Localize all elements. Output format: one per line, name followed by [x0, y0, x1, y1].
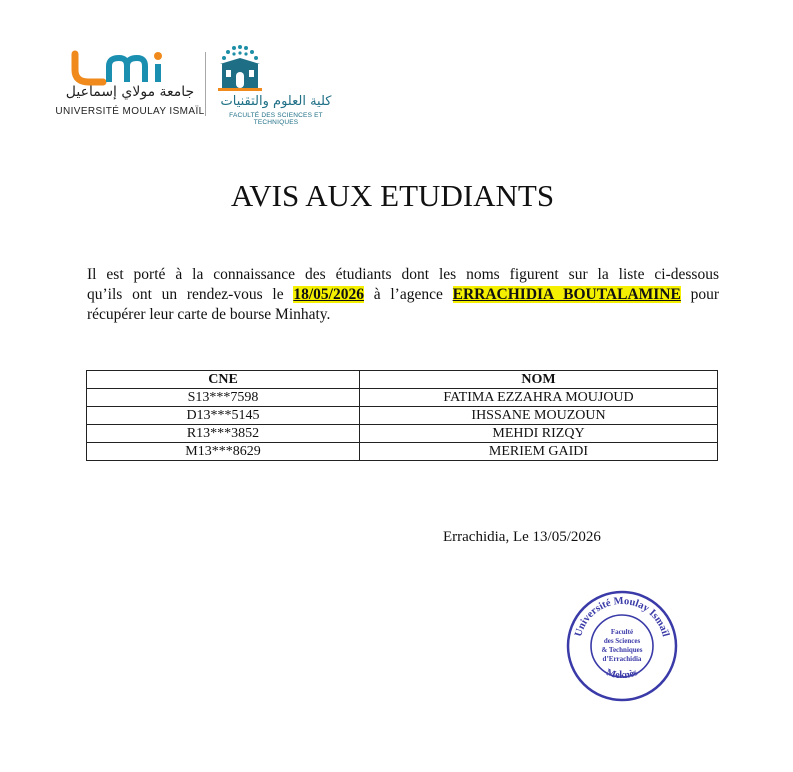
- table-header-row: [87, 371, 718, 389]
- stamp-center-line-2: des Sciences: [603, 637, 641, 645]
- agency-name: ERRACHIDIA BOUTALAMINE: [452, 286, 681, 303]
- place-date: Errachidia, Le 13/05/2026: [443, 529, 601, 545]
- table-row: [87, 389, 718, 407]
- nom-cell: MERIEM GAIDI: [360, 443, 718, 461]
- cne-cell: M13***8629: [87, 443, 360, 461]
- notice-line-1: Il est porté à la connaissance des étudiants dont les noms figurent sur la liste ci-dessous: [87, 266, 719, 283]
- notice-line-2: [87, 285, 719, 305]
- cne-cell: R13***3852: [87, 425, 360, 443]
- notice-line-2-middle: à l’agence: [373, 286, 443, 303]
- umi-latin-name: UNIVERSITÉ MOULAY ISMAÏL: [55, 106, 205, 117]
- table-row: [87, 425, 718, 443]
- fst-building-icon: [214, 44, 266, 94]
- umi-arabic-name: جامعة مولاي إسماعيل: [65, 84, 195, 100]
- notice-paragraph: [87, 265, 719, 325]
- stamp-center-line-3: & Techniques: [601, 646, 643, 654]
- nom-cell: FATIMA EZZAHRA MOUJOUD: [360, 389, 718, 407]
- nom-cell: MEHDI RIZQY: [360, 425, 718, 443]
- table-row: [87, 443, 718, 461]
- column-header-nom: NOM: [360, 371, 718, 389]
- fst-latin-name: FACULTÉ DES SCIENCES ET TECHNIQUES: [229, 112, 323, 126]
- fst-logo: [212, 44, 342, 124]
- logo-divider: [205, 52, 206, 116]
- notice-line-2-suffix: pour: [690, 286, 720, 303]
- stamp-center-line-1: Faculté: [610, 628, 634, 636]
- students-table: [86, 370, 718, 461]
- notice-line-3: récupérer leur carte de bourse Minhaty.: [87, 306, 331, 323]
- appointment-date: 18/05/2026: [293, 286, 364, 303]
- column-header-cne: CNE: [87, 371, 360, 389]
- stamp-center-line-4: d’Errachidia: [602, 655, 642, 663]
- stamp-ring-bottom-text: Meknès: [604, 667, 640, 682]
- notice-line-2-prefix: qu’ils ont un rendez-vous le: [87, 286, 284, 303]
- stamp-ring-top-text: Université Moulay Ismaïl: [573, 595, 671, 639]
- nom-cell: IHSSANE MOUZOUN: [360, 407, 718, 425]
- fst-arabic-name: كلية العلوم والتقنيات: [220, 94, 332, 109]
- umi-logo: [55, 50, 205, 124]
- table-row: [87, 407, 718, 425]
- cne-cell: D13***5145: [87, 407, 360, 425]
- official-stamp: [566, 590, 678, 702]
- page-title: AVIS AUX ETUDIANTS: [230, 178, 555, 213]
- umi-logo-mark: [69, 50, 189, 86]
- cne-cell: S13***7598: [87, 389, 360, 407]
